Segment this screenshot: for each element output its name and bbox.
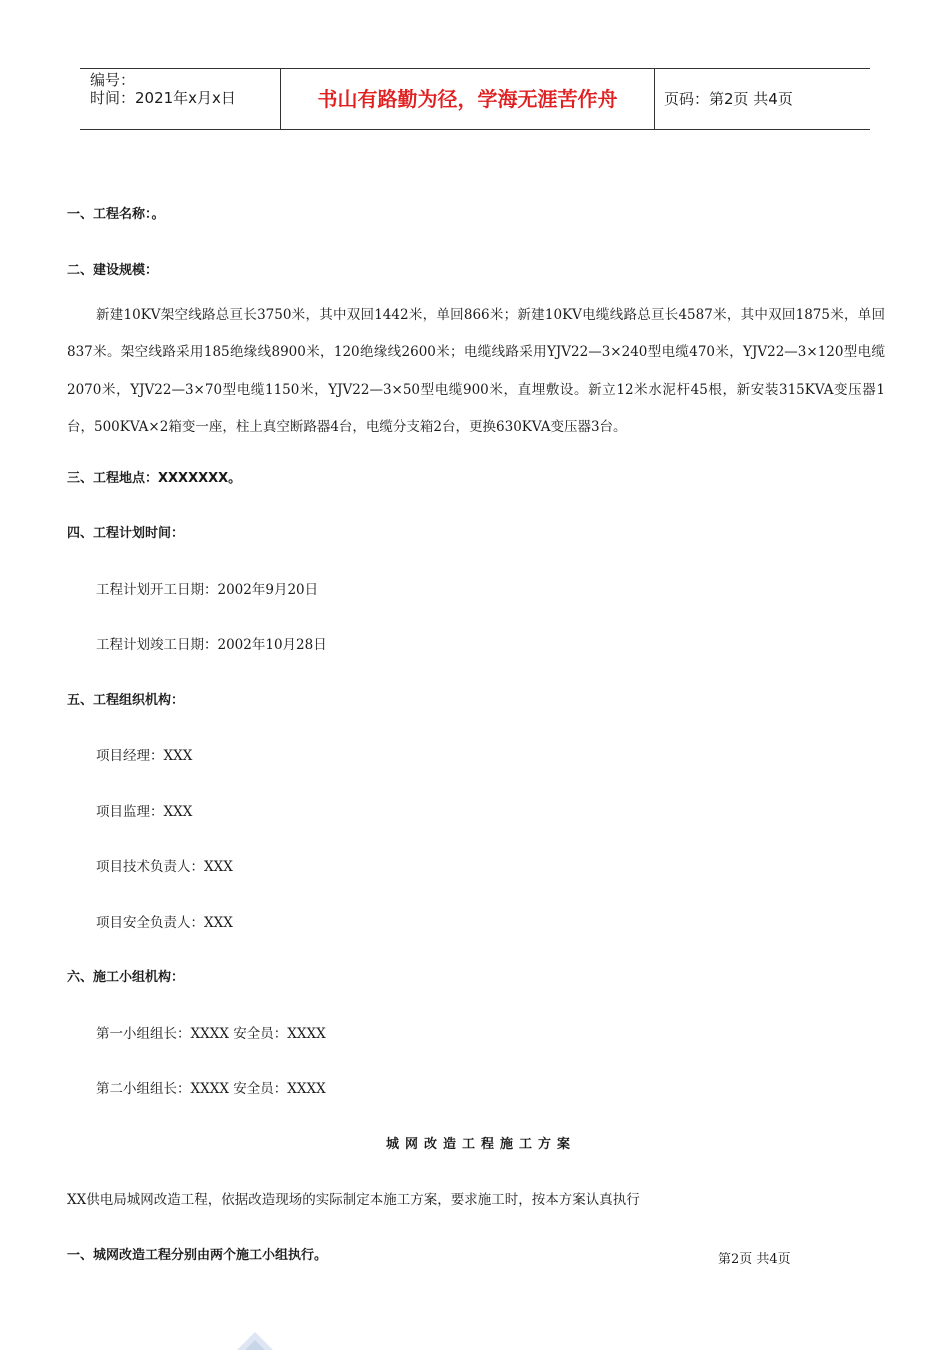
section-organization-heading: 五、工程组织机构： [67, 692, 185, 708]
org-project-manager: 项目经理：XXX [96, 748, 193, 764]
org-project-supervisor: 项目监理：XXX [96, 803, 193, 820]
section-teams-heading: 六、施工小组机构： [67, 970, 185, 985]
schedule-start-date: 工程计划开工日期：2002年9月20日 [96, 581, 319, 598]
header-motto: 书山有路勤为径，学海无涯苦作舟 [281, 69, 655, 129]
document-date-label: 时间：2021年x月x日 [90, 89, 236, 107]
team-one: 第一小组组长：XXXX 安全员：XXXX [96, 1025, 326, 1042]
section-location: 三、工程地点：XXXXXXX。 [67, 470, 242, 486]
section-project-name: 一、工程名称：。 [67, 207, 165, 222]
org-safety-lead: 项目安全负责人：XXX [96, 914, 233, 931]
document-body [67, 199, 885, 1295]
plan-section-one: 一、城网改造工程分别由两个施工小组执行。 [67, 1247, 328, 1263]
header-page-number: 页码：第2页 共4页 [664, 90, 793, 108]
watermark-logo [215, 1310, 295, 1350]
section-scale-heading: 二、建设规模： [67, 262, 159, 278]
document-number-label: 编号： [90, 71, 136, 89]
org-technical-lead: 项目技术负责人：XXX [96, 859, 233, 875]
footer-page-number: 第2页 共4页 [718, 1252, 791, 1267]
section-schedule-heading: 四、工程计划时间： [67, 526, 185, 541]
section-scale-body: 新建10KV架空线路总亘长3750米，其中双回1442米，单回866米；新建10KV电缆线路总亘长4587米，其中双回1875米，单回837米。架空线路采用185绝缘线8900米，120绝缘线2600米；电缆线路采用YJV22—3×240型电缆470米，YJV22—3×120型电缆2070米，YJV22—3×70型电缆1150米，YJV22—3×50型电缆900米，直埋敷设。新立12米水泥杆45根，新安装315KVA变压器1台，500KVA×2箱变一座，柱上真空断路器4台，电缆分支箱2台，更换630KVA变压器3台。 [67, 306, 885, 435]
schedule-end-date: 工程计划竣工日期：2002年10月28日 [96, 637, 327, 653]
header-meta [80, 69, 281, 129]
team-two: 第二小组组长：XXXX 安全员：XXXX [96, 1081, 326, 1097]
page-header [80, 68, 870, 130]
plan-title: 城网改造工程施工方案 [385, 1136, 576, 1152]
plan-intro: XX供电局城网改造工程，依据改造现场的实际制定本施工方案，要求施工时，按本方案认真执行 [67, 1192, 640, 1208]
